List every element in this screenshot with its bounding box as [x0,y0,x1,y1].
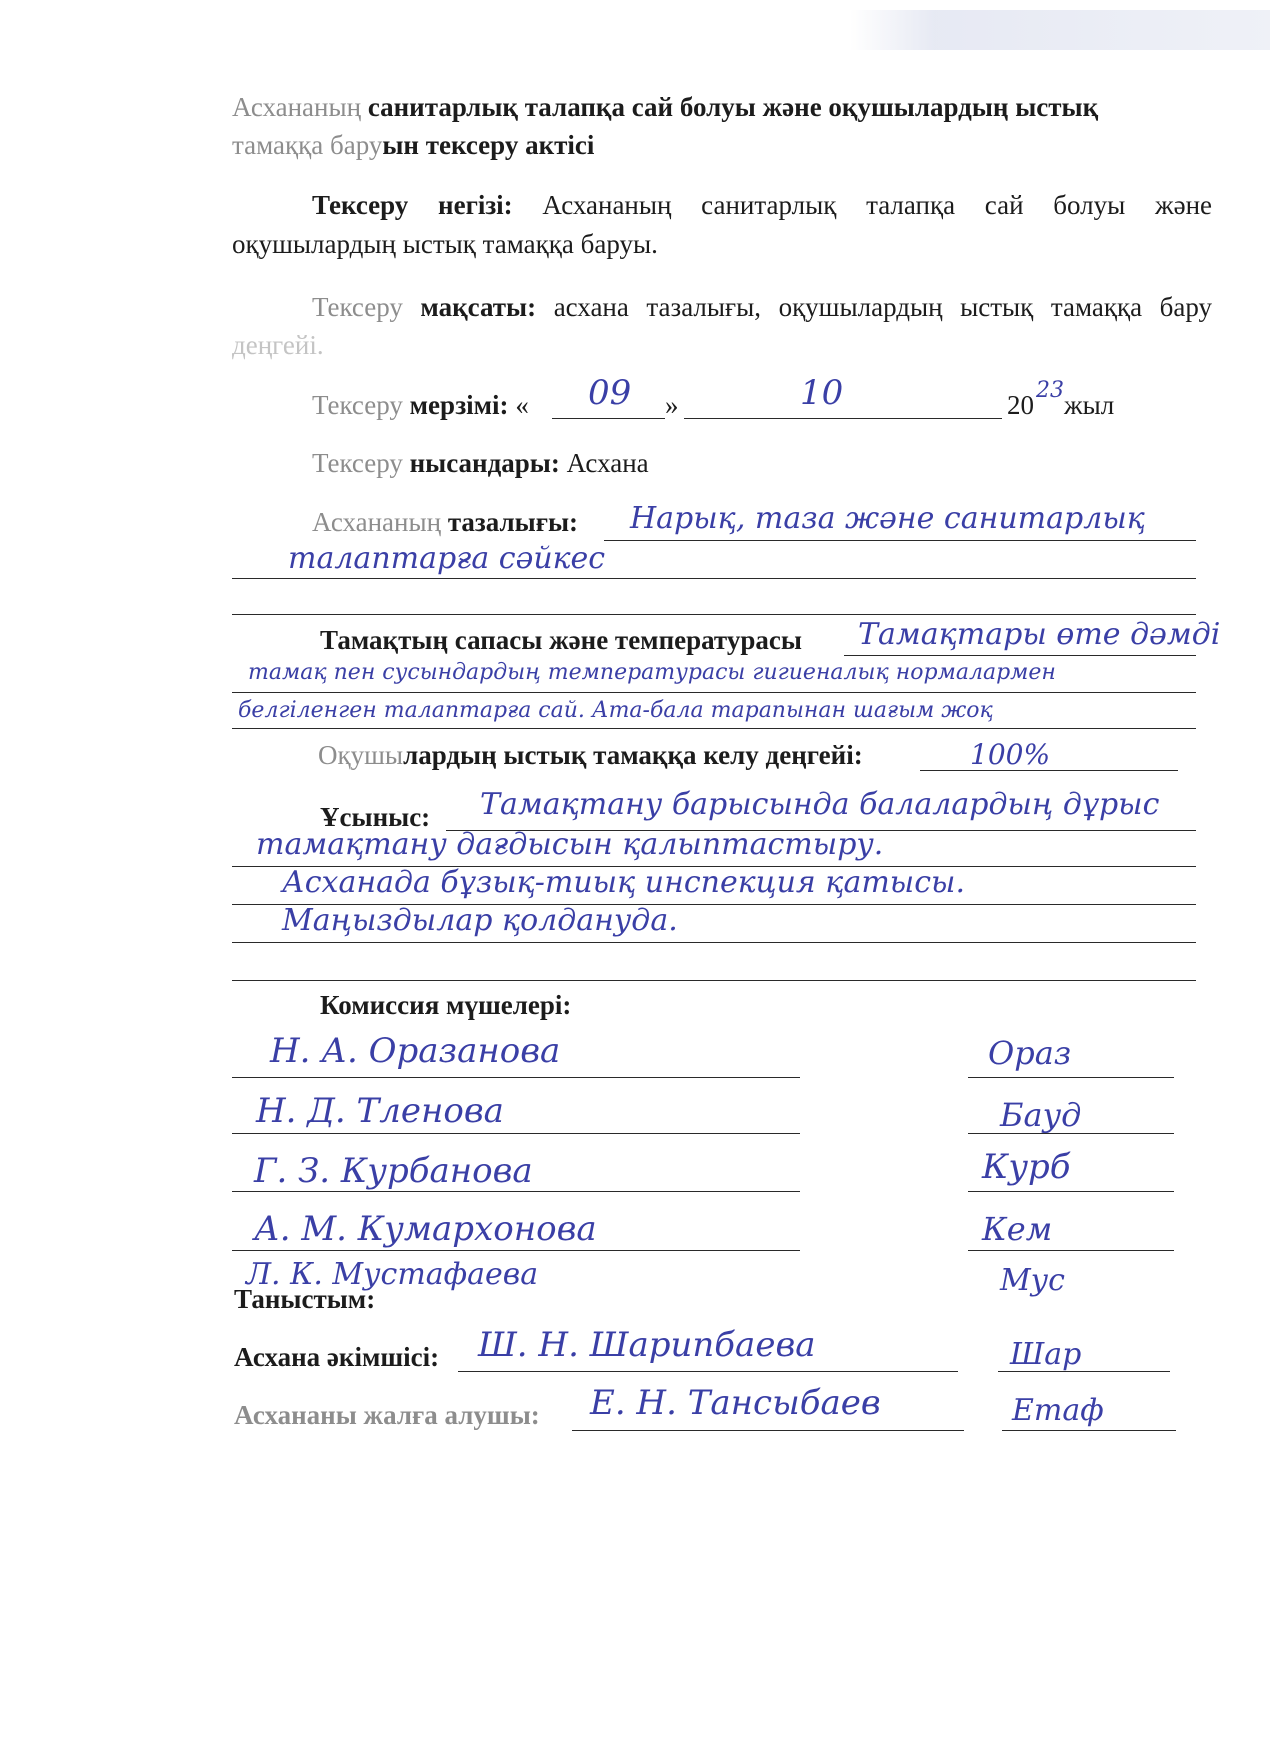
canteen-tenant-signature-line [1002,1430,1176,1431]
canteen-admin-signature: Шар [1010,1337,1082,1372]
canteen-tenant-signature: Етаф [1012,1393,1104,1428]
document-title-line2: тамаққа баруын тексеру актісі [232,130,595,160]
basis-line1: Тексеру негізі: Асхананың санитарлық талапқа сай болуы және [312,190,1213,220]
date-close-quote: » [665,390,679,420]
food-quality-handwritten-1: Тамақтары өте дәмді [858,617,1221,652]
member-1-signature-line [968,1077,1174,1078]
food-quality-underline-2 [232,692,1196,693]
member-1-name: Н. А. Оразанова [270,1031,561,1071]
member-3-signature-line [968,1191,1174,1192]
member-4-name-line [232,1250,800,1251]
acquainted-label: Таныстым: [234,1284,376,1314]
canteen-admin-name: Ш. Н. Шарипбаева [478,1325,816,1365]
scan-artifact [850,10,1270,50]
member-4-signature: Кем [982,1210,1053,1248]
document-title-line1: Асхананың санитарлық талапқа сай болуы және оқушылардың ыстық [232,92,1099,122]
member-4-name: А. М. Кумархонова [254,1209,597,1249]
canteen-admin-name-line [458,1371,958,1372]
objects-line: Тексеру нысандары: Асхана [312,448,649,478]
member-5-name: Л. К. Мустафаева [246,1257,539,1292]
recommendation-underline-5 [232,980,1196,981]
recommendation-handwritten-1: Тамақтану барысында балалардың дұрыс [480,787,1160,822]
food-quality-label: Тамақтың сапасы және температурасы [320,625,802,655]
date-year-handwritten: 23 [1036,378,1064,403]
cleanliness-underline-3 [232,614,1196,615]
purpose-line2: деңгейі. [232,330,324,360]
member-5-signature: Мус [1000,1263,1065,1298]
recommendation-handwritten-3: Асханада бұзық-тиық инспекция қатысы. [282,865,965,900]
recommendation-underline-4 [232,942,1196,943]
canteen-admin-label: Асхана әкімшісі: [234,1342,440,1372]
member-3-signature: Курб [982,1147,1071,1187]
date-month: 10 [800,373,844,413]
attendance-label: Оқушылардың ыстық тамаққа келу деңгейі: [318,740,863,770]
cleanliness-label: Асхананың тазалығы: [312,507,579,537]
cleanliness-underline-2 [232,578,1196,579]
attendance-value: 100% [970,738,1051,771]
cleanliness-underline-1 [604,540,1196,541]
date-year-suffix: жыл [1064,390,1115,420]
date-day-underline [552,418,665,419]
member-1-signature: Ораз [988,1034,1072,1072]
date-day: 09 [588,373,632,413]
date-label: Тексеру мерзімі: « [312,390,529,420]
canteen-tenant-label: Асхананы жалға алушы: [234,1400,540,1430]
recommendation-handwritten-4: Маңыздылар қолдануда. [282,903,678,938]
member-3-name: Г. З. Курбанова [254,1151,533,1191]
member-2-signature: Бауд [1000,1096,1082,1134]
member-4-signature-line [968,1250,1174,1251]
member-3-name-line [232,1191,800,1192]
food-quality-underline-3 [232,728,1196,729]
canteen-tenant-name: Е. Н. Тансыбаев [590,1383,881,1423]
purpose-line1: Тексеру мақсаты: асхана тазалығы, оқушылардың ыстық тамаққа бару [312,292,1212,322]
cleanliness-handwritten-1: Нарық, таза және санитарлық [630,501,1145,536]
recommendation-handwritten-2: тамақтану дағдысын қалыптастыру. [256,827,884,862]
food-quality-handwritten-2: тамақ пен сусындардың температурасы гигиеналық нормалармен [248,660,1056,685]
recommendation-label: Ұсыныс: [320,802,431,832]
member-2-name-line [232,1133,800,1134]
canteen-tenant-name-line [572,1430,964,1431]
member-1-name-line [232,1077,800,1078]
member-2-name: Н. Д. Тленова [256,1091,504,1131]
cleanliness-handwritten-2: талаптарға сәйкес [288,541,606,576]
basis-line2: оқушылардың ыстық тамаққа баруы. [232,229,658,259]
commission-label: Комиссия мүшелері: [320,990,572,1020]
date-year-prefix: 20 [1007,390,1034,420]
food-quality-handwritten-3: белгіленген талаптарға сай. Ата-бала тарапынан шағым жоқ [238,698,993,723]
date-month-underline [684,418,1002,419]
